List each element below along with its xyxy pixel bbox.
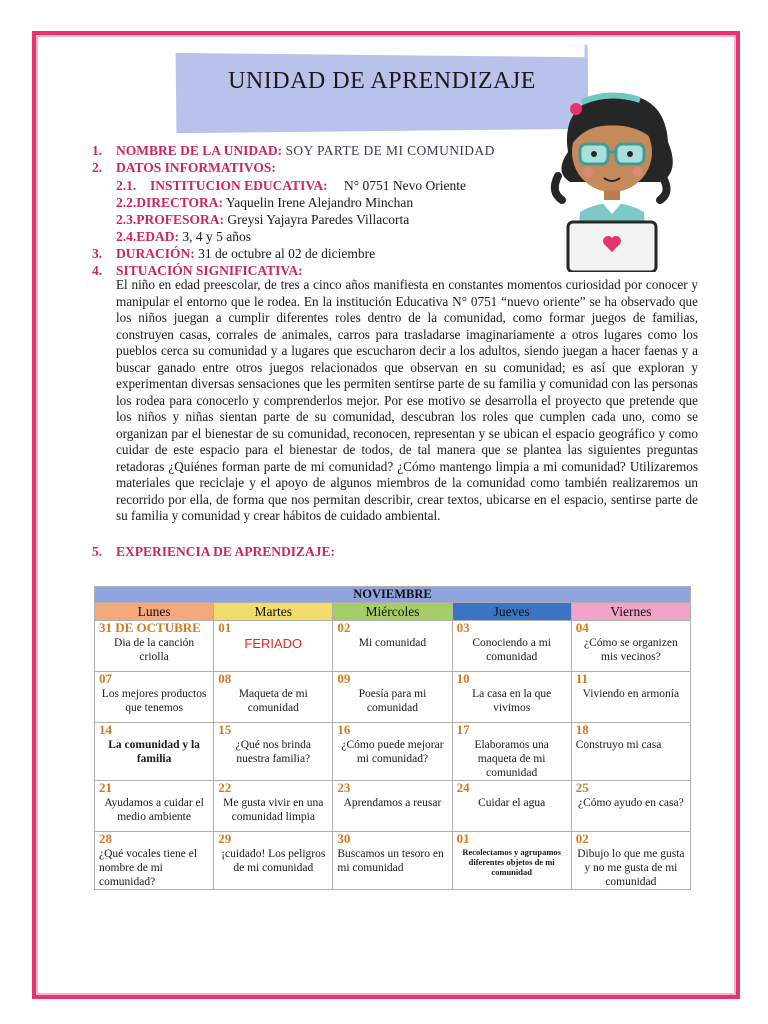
- girl-laptop-illustration: [540, 82, 685, 272]
- day-number: 15: [218, 722, 232, 737]
- item-number: 1.: [92, 143, 103, 158]
- day-number: 28: [99, 831, 112, 846]
- activity-text: Los mejores productos que tenemos: [101, 688, 207, 714]
- activity-text: Cuidar el agua: [478, 797, 546, 809]
- day-number: 10: [456, 671, 470, 686]
- calendar-week-row: [95, 621, 691, 672]
- activity-text: Aprendamos a reusar: [343, 797, 442, 809]
- weekday-header: Martes: [214, 603, 333, 621]
- director-label: 2.2.DIRECTORA:: [116, 195, 224, 210]
- calendar-day-cell: [333, 723, 452, 781]
- calendar-day-cell: [214, 672, 333, 723]
- activity-text: Poesía para mi comunidad: [358, 688, 427, 714]
- calendar-day-cell: [571, 672, 690, 723]
- unit-name-label: NOMBRE DE LA UNIDAD:: [116, 143, 283, 158]
- calendar-day-cell: [571, 723, 690, 781]
- experience-label: EXPERIENCIA DE APRENDIZAJE:: [116, 544, 336, 559]
- weekday-header: Lunes: [95, 603, 214, 621]
- activity-text: Buscamos un tesoro en mi comunidad: [337, 848, 444, 874]
- activity-text: Maqueta de mi comunidad: [238, 688, 308, 714]
- activity-text: Ayudamos a cuidar el medio ambiente: [104, 797, 204, 823]
- month-header: NOVIEMBRE: [95, 587, 691, 603]
- calendar-week-row: [95, 832, 691, 890]
- calendar-day-cell: [452, 672, 571, 723]
- activity-text: Dibujo lo que me gusta y no me gusta de mi comunidad: [577, 848, 685, 888]
- calendar-day-cell: [214, 832, 333, 890]
- institution-label: INSTITUCION EDUCATIVA:: [150, 178, 328, 193]
- calendar-day-cell: [452, 621, 571, 672]
- calendar-day-cell: [95, 621, 214, 672]
- day-number: 18: [575, 722, 589, 737]
- activity-text: Dia de la canción criolla: [114, 637, 195, 663]
- calendar-week-row: [95, 781, 691, 832]
- day-number: 02: [337, 620, 351, 635]
- calendar-day-cell: [214, 621, 333, 672]
- calendar-day-cell: [571, 781, 690, 832]
- day-number: 22: [218, 780, 232, 795]
- day-number: 01: [218, 620, 232, 635]
- activity-text: Viviendo en armonía: [582, 688, 680, 700]
- activity-text: Recolectamos y agrupamos diferentes objetos de mi comunidad: [462, 847, 561, 877]
- age-label: 2.4.EDAD:: [116, 229, 179, 244]
- calendar-day-cell: [95, 832, 214, 890]
- day-number: 07: [99, 671, 112, 686]
- page-title: UNIDAD DE APRENDIZAJE: [228, 68, 536, 94]
- activity-text: ¿Qué nos brinda nuestra familia?: [235, 739, 311, 765]
- activity-text: ¡cuidado! Los peligros de mi comunidad: [221, 848, 326, 874]
- day-number: 08: [218, 671, 232, 686]
- day-number: 30: [337, 831, 351, 846]
- activity-text: Conociendo a mi comunidad: [472, 637, 551, 663]
- institution-number: 2.1.: [116, 178, 137, 193]
- calendar-day-cell: [571, 832, 690, 890]
- calendar-day-cell: [333, 781, 452, 832]
- day-number: 16: [337, 722, 351, 737]
- calendar-day-cell: [214, 723, 333, 781]
- calendar-day-cell: [452, 723, 571, 781]
- item-number: 4.: [92, 263, 103, 278]
- day-number: 31 DE OCTUBRE: [99, 620, 201, 635]
- teacher-row: [116, 211, 409, 228]
- age-row: [116, 228, 251, 245]
- calendar-day-cell: [95, 781, 214, 832]
- situation-label: SITUACIÓN SIGNIFICATIVA:: [116, 263, 303, 278]
- weekday-header: Viernes: [571, 603, 690, 621]
- weekday-header: Miércoles: [333, 603, 452, 621]
- activity-text: La casa en la que vivimos: [472, 688, 552, 714]
- data-label: DATOS INFORMATIVOS:: [116, 160, 276, 175]
- activity-text: Me gusta vivir en una comunidad limpia: [223, 797, 324, 823]
- duration-value: 31 de octubre al 02 de diciembre: [198, 246, 376, 261]
- calendar-day-cell: [333, 832, 452, 890]
- day-number: 04: [575, 620, 589, 635]
- day-number: 11: [575, 671, 589, 686]
- calendar-week-row: [95, 723, 691, 781]
- institution-value: N° 0751 Nevo Oriente: [344, 178, 466, 193]
- day-number: 25: [575, 780, 589, 795]
- activity-text: Mi comunidad: [358, 637, 427, 649]
- calendar-day-cell: [95, 672, 214, 723]
- day-number: 29: [218, 831, 232, 846]
- item-number: 2.: [92, 160, 103, 175]
- item-number: 3.: [92, 246, 103, 261]
- item-number: 5.: [92, 544, 103, 559]
- calendar-day-cell: [452, 781, 571, 832]
- day-number: 09: [337, 671, 351, 686]
- calendar-day-cell: [214, 781, 333, 832]
- institution-row: [116, 177, 466, 194]
- calendar-day-cell: [571, 621, 690, 672]
- duration-label: DURACIÓN:: [116, 246, 195, 261]
- teacher-label: 2.3.PROFESORA:: [116, 212, 224, 227]
- activity-text: ¿Cómo puede mejorar mi comunidad?: [341, 739, 444, 765]
- activity-text: ¿Cómo ayudo en casa?: [578, 797, 684, 809]
- calendar-table: [94, 586, 691, 890]
- weekday-header: Jueves: [452, 603, 571, 621]
- activity-text: ¿Qué vocales tiene el nombre de mi comunidad?: [99, 848, 198, 888]
- calendar-day-cell: [333, 672, 452, 723]
- day-number: 01: [456, 831, 470, 846]
- day-number: 24: [456, 780, 470, 795]
- activity-text: ¿Cómo se organizen mis vecinos?: [584, 637, 678, 663]
- day-number: 03: [456, 620, 470, 635]
- unit-name-value: SOY PARTE DE MI COMUNIDAD: [285, 143, 495, 158]
- activity-text: FERIADO: [244, 636, 303, 651]
- day-number: 21: [99, 780, 112, 795]
- weekday-header-row: [95, 603, 691, 621]
- calendar-day-cell: [95, 723, 214, 781]
- teacher-value: Greysi Yajayra Paredes Villacorta: [227, 212, 410, 227]
- activity-text: La comunidad y la familia: [108, 739, 200, 765]
- calendar-day-cell: [452, 832, 571, 890]
- day-number: 02: [575, 831, 589, 846]
- activity-text: Construyo mi casa: [575, 739, 662, 751]
- day-number: 17: [456, 722, 470, 737]
- day-number: 14: [99, 722, 112, 737]
- director-row: [116, 194, 413, 211]
- activity-text: Elaboramos una maqueta de mi comunidad: [474, 739, 549, 779]
- director-value: Yaquelin Irene Alejandro Minchan: [225, 195, 414, 210]
- age-value: 3, 4 y 5 años: [182, 229, 251, 244]
- day-number: 23: [337, 780, 351, 795]
- calendar-week-row: [95, 672, 691, 723]
- situation-paragraph: El niño en edad preescolar, de tres a cinco años manifiesta en constantes momentos curiosidad por conocer y manipular el entorno que le rodea. En la institución Educativa N° 0751 “nuevo oriente” se ha observado que los niños juegan a cumplir diferentes roles dentro de la comunidad, como formar juegos de familias, construyen casas, corrales de animales, carros para trasladarse imaginariamente a otros lugares como los pueblos cerca su comunidad y a lugares que escucharon decir a los adultos, siendo juegan a hacer faenas y a buscar ganado entre otros juegos relacionados que observan en su comunidad; es así que exploran y experimentan diversas sensaciones que les permiten sentirse parte de su familia y comunidad con las personas los rodea para conocerlo y comprenderlos mejor. Por ese motivo se desarrolla el proyecto que pretende que los niños y niñas sientan parte de su comunidad, descubran los roles que cumplen cada uno, como se organizan par el bienestar de su comunidad, reconocen, representan y se ubican el espacio geográfico y como cuidar de este espacio para el bienestar de todos, de tal manera que se plantea las siguientes preguntas retadoras ¿Quiénes forman parte de mi comunidad? ¿Cómo mantengo limpia a mi comunidad? Utilizaremos materiales que reciclaje y el apoyo de algunos miembros de la comunidad como también realizaremos un recorrido por ella, de forma que nos permitan describir, crear textos, ubicarse en el espacio, sentirse parte de su familia y comunidad y crear hábitos de cuidado ambiental.: [116, 277, 698, 523]
- calendar-day-cell: [333, 621, 452, 672]
